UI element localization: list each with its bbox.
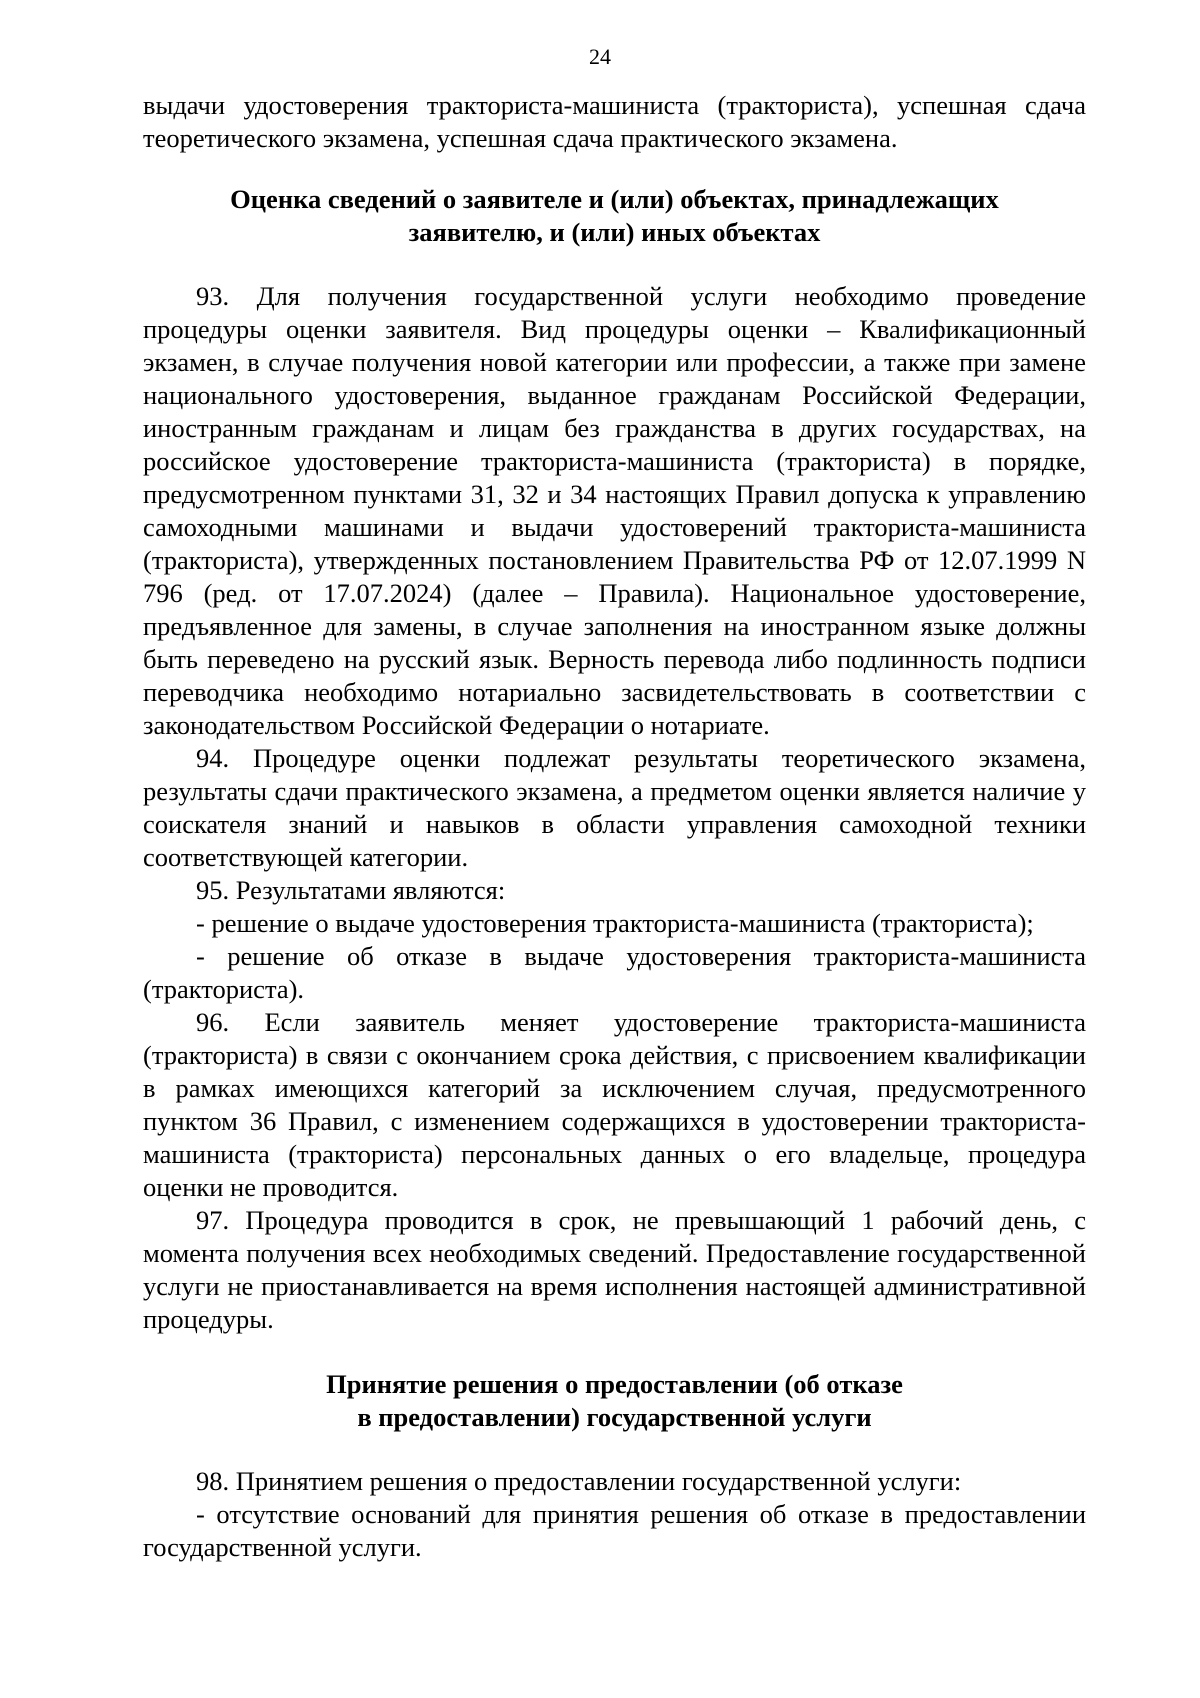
paragraph-97: 97. Процедура проводится в срок, не превышающий 1 рабочий день, с момента получения всех необходимых сведений. Предоставление государственной услуги не приостанавливается на время исполнения настоящей административной процедуры. [143,1205,1086,1334]
section-heading-decision [143,1368,1086,1434]
paragraph-95-item: - решение о выдаче удостоверения тракториста-машиниста (тракториста); [196,908,1034,938]
section-heading-assessment [143,183,1086,249]
section-heading-line: Оценка сведений о заявителе и (или) объектах, принадлежащих [230,184,999,214]
paragraph-95: 95. Результатами являются: [196,875,506,905]
page-number: 24 [589,44,611,69]
intro-paragraph: выдачи удостоверения тракториста-машиниста (тракториста), успешная сдача теоретического экзамена, успешная сдача практического экзамена. [143,90,1086,153]
paragraph-93: 93. Для получения государственной услуги необходимо проведение процедуры оценки заявителя. Вид процедуры оценки – Квалификационный экзамен, в случае получения новой категории или профессии, а также при замене национального удостоверения, выданное гражданам Российской Федерации, иностранным гражданам и лицам без гражданства в других государствах, на российское удостоверение тракториста-машиниста (тракториста) в порядке, предусмотренном пунктами 31, 32 и 34 настоящих Правил допуска к управлению самоходными машинами и выдачи удостоверений тракториста-машиниста (тракториста), утвержденных постановлением Правительства РФ от 12.07.1999 N 796 (ред. от 17.07.2024) (далее – Правила). Национальное удостоверение, предъявленное для замены, в случае заполнения на иностранном языке должны быть переведено на русский язык. Верность перевода либо подлинность подписи переводчика необходимо нотариально засвидетельствовать в соответствии с законодательством Российской Федерации о нотариате. [143,281,1086,740]
section-heading-line: заявителю, и (или) иных объектах [408,217,821,247]
paragraph-94: 94. Процедуре оценки подлежат результаты теоретического экзамена, результаты сдачи практического экзамена, а предметом оценки является наличие у соискателя знаний и навыков в области управления самоходной техники соответствующей категории. [143,743,1086,872]
paragraph-98-item: - отсутствие оснований для принятия решения об отказе в предоставлении государственной услуги. [143,1499,1086,1562]
paragraph-95-item: - решение об отказе в выдаче удостоверения тракториста-машиниста (тракториста). [143,941,1086,1004]
section-heading-line: Принятие решения о предоставлении (об отказе [326,1369,903,1399]
paragraph-98: 98. Принятием решения о предоставлении государственной услуги: [196,1466,962,1496]
document-body [143,89,1086,1564]
section-heading-line: в предоставлении) государственной услуги [357,1402,872,1432]
paragraph-96: 96. Если заявитель меняет удостоверение тракториста-машиниста (тракториста) в связи с окончанием срока действия, с присвоением квалификации в рамках имеющихся категорий за исключением случая, предусмотренного пунктом 36 Правил, с изменением содержащихся в удостоверении тракториста-машиниста (тракториста) персональных данных о его владельце, процедура оценки не проводится. [143,1007,1086,1202]
